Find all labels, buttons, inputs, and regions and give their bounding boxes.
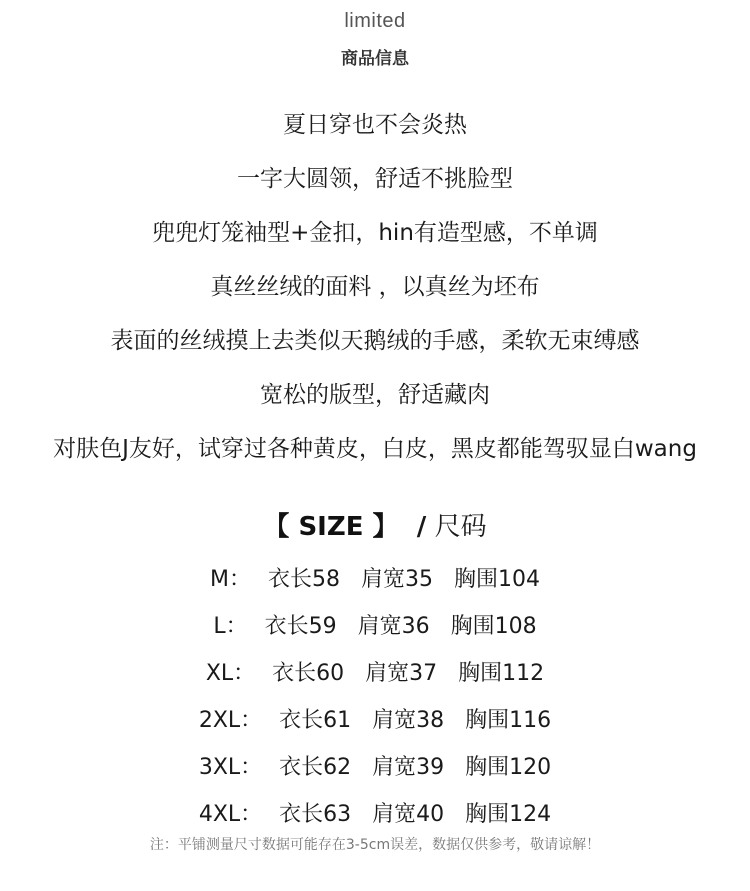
feature-line: 对肤色J友好，试穿过各种黄皮，白皮，黑皮都能驾驭显白wang <box>53 436 697 462</box>
size-row-2xl <box>0 703 750 734</box>
shoulder-value: 肩宽35 <box>360 567 433 592</box>
chest-value: 胸围120 <box>465 755 552 780</box>
length-value: 衣长62 <box>279 755 352 780</box>
length-value: 衣长63 <box>279 802 352 827</box>
shoulder-value: 肩宽36 <box>357 614 430 639</box>
size-label: M： <box>210 567 251 592</box>
shoulder-value: 肩宽40 <box>372 802 445 827</box>
shoulder-value: 肩宽37 <box>365 661 438 686</box>
measurement-note: 注：平铺测量尺寸数据可能存在3-5cm误差，数据仅供参考，敬请谅解！ <box>149 837 601 853</box>
size-row-m <box>0 562 750 593</box>
size-row-4xl <box>0 797 750 828</box>
section-title: 商品信息 <box>341 49 409 69</box>
shoulder-value: 肩宽39 <box>372 755 445 780</box>
chest-value: 胸围112 <box>458 661 545 686</box>
feature-line: 真丝丝绒的面料 ，以真丝为坯布 <box>210 274 540 300</box>
size-heading-slash: / <box>416 512 427 542</box>
feature-line: 宽松的版型，舒适藏肉 <box>260 382 490 408</box>
size-label: 3XL： <box>198 755 263 780</box>
size-row-l <box>0 609 750 640</box>
feature-line: 表面的丝绒摸上去类似天鹅绒的手感，柔软无束缚感 <box>110 328 640 354</box>
size-label: 2XL： <box>198 708 263 733</box>
feature-line: 兜兜灯笼袖型+金扣，hin有造型感，不单调 <box>152 220 598 246</box>
length-value: 衣长60 <box>272 661 345 686</box>
chest-value: 胸围116 <box>465 708 552 733</box>
length-value: 衣长61 <box>279 708 352 733</box>
length-value: 衣长59 <box>264 614 337 639</box>
feature-line: 夏日穿也不会炎热 <box>283 112 467 138</box>
size-label: L： <box>213 614 248 639</box>
size-row-3xl <box>0 750 750 781</box>
chest-value: 胸围104 <box>453 567 540 592</box>
brand-label: limited <box>344 10 406 32</box>
feature-line: 一字大圆领，舒适不挑脸型 <box>237 166 513 192</box>
size-heading-label: 【 SIZE 】 <box>263 512 399 542</box>
size-label: XL： <box>205 661 256 686</box>
chest-value: 胸围108 <box>450 614 537 639</box>
size-heading <box>0 506 750 543</box>
size-label: 4XL： <box>198 802 263 827</box>
size-row-xl <box>0 656 750 687</box>
chest-value: 胸围124 <box>465 802 552 827</box>
size-heading-unit: 尺码 <box>434 512 487 542</box>
shoulder-value: 肩宽38 <box>372 708 445 733</box>
length-value: 衣长58 <box>267 567 340 592</box>
